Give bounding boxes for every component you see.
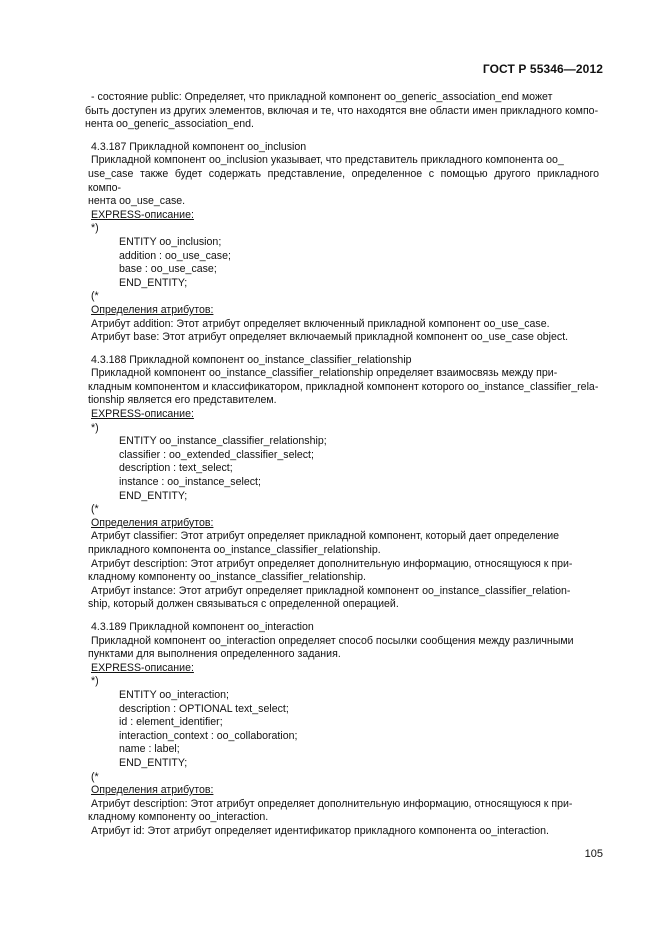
body-line: tionship является его представителем. bbox=[88, 394, 277, 407]
definition-line: Атрибут description: Этот атрибут определяет дополнительную информацию, относящуюся к при- bbox=[91, 557, 573, 570]
intro-line: нента oo_generic_association_end. bbox=[85, 118, 254, 131]
document-code-header: ГОСТ Р 55346—2012 bbox=[482, 62, 603, 76]
code-line: ENTITY oo_interaction; bbox=[119, 688, 229, 701]
code-line: interaction_context : oo_collaboration; bbox=[119, 729, 298, 742]
code-line: END_ENTITY; bbox=[119, 756, 188, 769]
definition-line: Атрибут addition: Этот атрибут определяет включенный прикладной компонент oo_use_case. bbox=[91, 317, 550, 330]
code-line: name : label; bbox=[119, 743, 180, 756]
intro-line: - состояние public: Определяет, что прикладной компонент oo_generic_association_end может bbox=[91, 91, 553, 103]
definitions-label: Определения атрибутов: bbox=[91, 784, 214, 797]
comment-open-marker: (* bbox=[91, 290, 99, 303]
definition-line: Атрибут description: Этот атрибут определяет дополнительную информацию, относящуюся к при- bbox=[91, 797, 573, 810]
body-line: Прикладной компонент oo_interaction определяет способ посылки сообщения между различными bbox=[91, 634, 574, 647]
page-number: 105 bbox=[584, 848, 603, 860]
section-heading: 4.3.189 Прикладной компонент oo_interaction bbox=[91, 620, 314, 633]
code-line: END_ENTITY; bbox=[119, 489, 188, 502]
body-line: пунктами для выполнения определенного задания. bbox=[88, 648, 341, 661]
definitions-label: Определения атрибутов: bbox=[91, 303, 214, 316]
comment-close-marker: *) bbox=[91, 675, 99, 688]
definition-line: прикладного компонента oo_instance_classifier_relationship. bbox=[88, 544, 381, 556]
code-line: description : OPTIONAL text_select; bbox=[119, 702, 289, 715]
comment-close-marker: *) bbox=[91, 222, 99, 235]
definition-line: Атрибут id: Этот атрибут определяет идентификатор прикладного компонента oo_interaction. bbox=[91, 824, 549, 837]
comment-close-marker: *) bbox=[91, 421, 99, 434]
definition-line: кладному компоненту oo_interaction. bbox=[88, 811, 269, 824]
section-4-3-189 bbox=[88, 620, 599, 839]
body-line: Прикладной компонент oo_instance_classifier_relationship определяет взаимосвязь между при- bbox=[91, 367, 558, 380]
definition-line: кладному компоненту oo_instance_classifier_relationship. bbox=[88, 571, 366, 584]
code-line: description : text_select; bbox=[119, 462, 233, 475]
section-4-3-187 bbox=[88, 140, 599, 345]
express-code-block bbox=[91, 435, 599, 503]
code-line: END_ENTITY; bbox=[119, 276, 188, 289]
code-line: instance : oo_instance_select; bbox=[119, 476, 261, 489]
body-line: use_case также будет содержать представление, определенное с помощью другого прикладного компо- bbox=[88, 167, 599, 194]
body-line: кладным компонентом и классификатором, прикладной компонент которого oo_instance_classifier_rela- bbox=[88, 380, 599, 393]
body-line: нента oo_use_case. bbox=[88, 195, 186, 208]
intro-paragraph bbox=[85, 91, 599, 132]
comment-open-marker: (* bbox=[91, 503, 99, 516]
code-line: base : oo_use_case; bbox=[119, 263, 217, 276]
comment-open-marker: (* bbox=[91, 770, 99, 783]
express-label: EXPRESS-описание: bbox=[91, 208, 194, 221]
code-line: ENTITY oo_inclusion; bbox=[119, 235, 222, 248]
express-label: EXPRESS-описание: bbox=[91, 661, 194, 674]
section-heading: 4.3.188 Прикладной компонент oo_instance_classifier_relationship bbox=[91, 353, 412, 366]
body-line: Прикладной компонент oo_inclusion указывает, что представитель прикладного компонента oo_ bbox=[91, 154, 564, 167]
code-line: classifier : oo_extended_classifier_select; bbox=[119, 448, 314, 461]
section-4-3-188 bbox=[88, 353, 599, 612]
definition-line: Атрибут instance: Этот атрибут определяет прикладной компонент oo_instance_classifier_relation- bbox=[91, 584, 571, 597]
definition-line: Атрибут classifier: Этот атрибут определяет прикладной компонент, который дает определение bbox=[91, 530, 560, 543]
express-code-block bbox=[91, 236, 599, 290]
intro-line: быть доступен из других элементов, включая и те, что находятся вне области имен прикладного компо- bbox=[85, 104, 599, 117]
definitions-label: Определения атрибутов: bbox=[91, 516, 214, 529]
section-heading: 4.3.187 Прикладной компонент oo_inclusion bbox=[91, 140, 307, 153]
definition-line: ship, который должен связываться с определенной операцией. bbox=[88, 598, 399, 611]
code-line: addition : oo_use_case; bbox=[119, 249, 231, 262]
express-code-block bbox=[91, 689, 599, 771]
code-line: ENTITY oo_instance_classifier_relationship; bbox=[119, 435, 327, 448]
page-content bbox=[85, 91, 599, 838]
definition-line: Атрибут base: Этот атрибут определяет включаемый прикладной компонент oo_use_case object. bbox=[91, 331, 569, 344]
express-label: EXPRESS-описание: bbox=[91, 408, 194, 421]
code-line: id : element_identifier; bbox=[119, 716, 223, 729]
